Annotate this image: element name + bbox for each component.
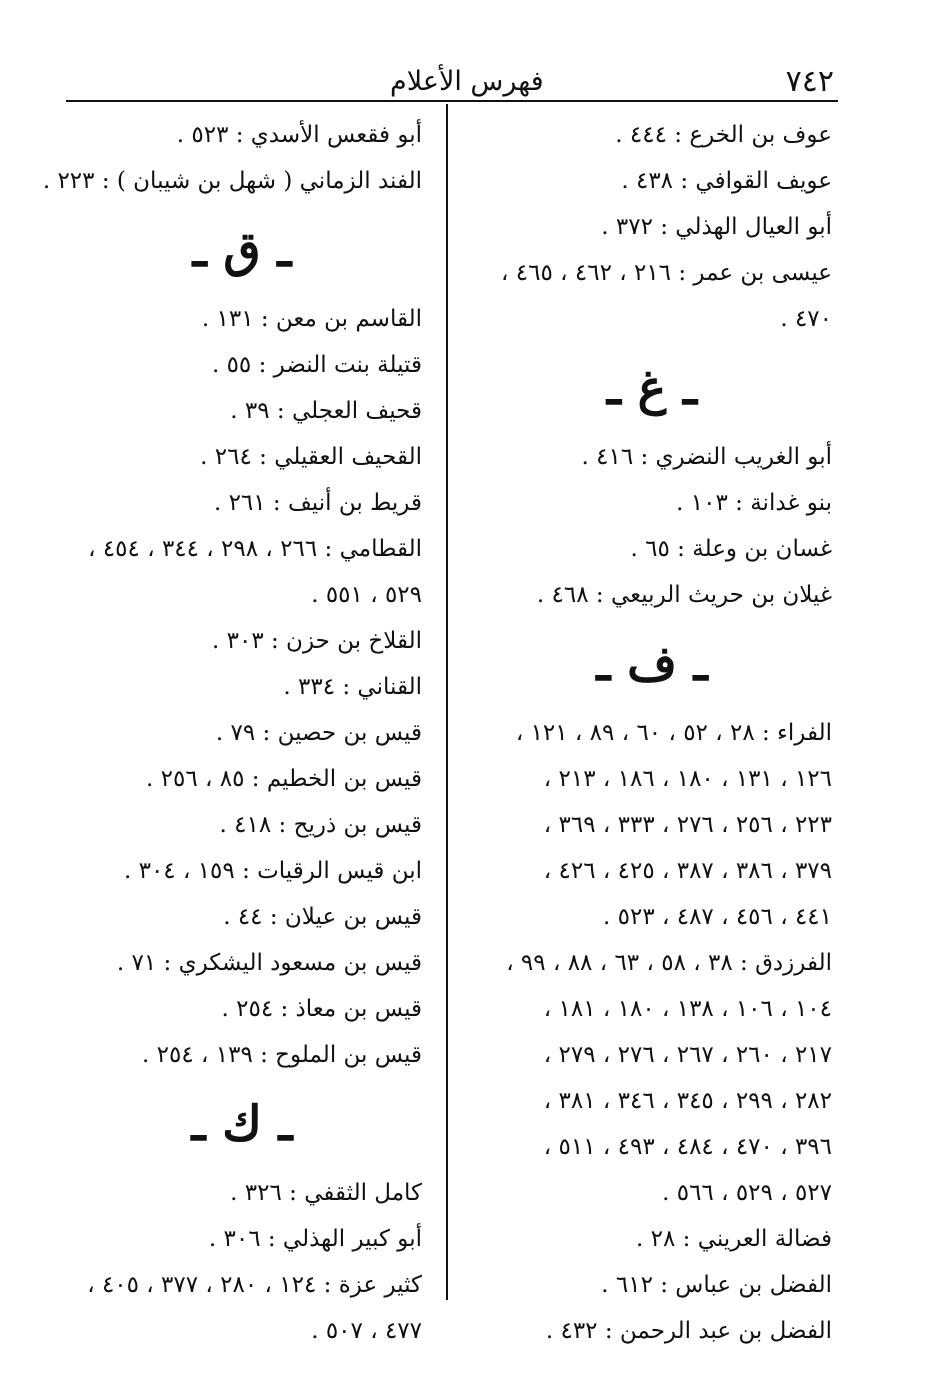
index-column-right: [472, 112, 832, 1354]
index-entry: أبو الغريب النضري : ٤١٦ .: [581, 444, 832, 470]
index-entry: قريط بن أنيف : ٢٦١ .: [213, 490, 422, 516]
index-entry-continuation: ٥٢٩ ، ٥٥١ .: [311, 582, 422, 608]
index-entry: كثير عزة : ١٢٤ ، ٢٨٠ ، ٣٧٧ ، ٤٠٥ ،: [87, 1272, 422, 1298]
letter-heading: ـ غ ـ: [606, 360, 698, 416]
index-entry: القلاخ بن حزن : ٣٠٣ .: [212, 628, 422, 654]
index-entry: فضالة العريني : ٢٨ .: [635, 1226, 832, 1252]
index-entry: الفند الزماني ( شهل بن شيبان ) : ٢٢٣ .: [42, 168, 422, 194]
index-column-left: [42, 112, 422, 1354]
running-title: فهرس الأعلام: [390, 66, 544, 97]
index-entry: أبو كبير الهذلي : ٣٠٦ .: [208, 1226, 422, 1252]
index-entry-continuation: ٢١٧ ، ٢٦٠ ، ٢٦٧ ، ٢٧٦ ، ٢٧٩ ،: [543, 1042, 832, 1068]
column-divider: [446, 104, 448, 1300]
index-entry-continuation: ٥٢٧ ، ٥٢٩ ، ٥٦٦ .: [662, 1180, 832, 1206]
index-entry: قيس بن الملوح : ١٣٩ ، ٢٥٤ .: [142, 1042, 422, 1068]
index-entry: القحيف العقيلي : ٢٦٤ .: [200, 444, 422, 470]
index-entry: عويف القوافي : ٤٣٨ .: [621, 168, 832, 194]
index-entry: قيس بن عيلان : ٤٤ .: [223, 904, 422, 930]
index-entry: عوف بن الخرع : ٤٤٤ .: [615, 122, 832, 148]
index-entry-continuation: ٤٧٧ ، ٥٠٧ .: [311, 1318, 422, 1344]
page-header: [66, 62, 838, 102]
index-entry: غسان بن وعلة : ٦٥ .: [630, 536, 832, 562]
index-entry: قيس بن الخطيم : ٨٥ ، ٢٥٦ .: [146, 766, 422, 792]
letter-heading: ـ ق ـ: [192, 222, 292, 278]
index-entry: قيس بن معاذ : ٢٥٤ .: [221, 996, 422, 1022]
index-entry: أبو العيال الهذلي : ٣٧٢ .: [601, 214, 832, 240]
index-entry: بنو غدانة : ١٠٣ .: [676, 490, 832, 516]
index-entry: قيس بن مسعود اليشكري : ٧١ .: [116, 950, 422, 976]
index-entry: الفرزدق : ٣٨ ، ٥٨ ، ٦٣ ، ٨٨ ، ٩٩ ،: [506, 950, 832, 976]
index-entry: القاسم بن معن : ١٣١ .: [201, 306, 422, 332]
index-entry: القطامي : ٢٦٦ ، ٢٩٨ ، ٣٤٤ ، ٤٥٤ ،: [88, 536, 422, 562]
index-entry: أبو فقعس الأسدي : ٥٢٣ .: [176, 122, 422, 148]
index-entry: عيسى بن عمر : ٢١٦ ، ٤٦٢ ، ٤٦٥ ،: [501, 260, 832, 286]
index-entry: الفراء : ٢٨ ، ٥٢ ، ٦٠ ، ٨٩ ، ١٢١ ،: [515, 720, 832, 746]
index-entry-continuation: ١٢٦ ، ١٣١ ، ١٨٠ ، ١٨٦ ، ٢١٣ ،: [543, 766, 832, 792]
index-entry: قيس بن ذريح : ٤١٨ .: [219, 812, 422, 838]
index-entry-continuation: ٢٨٢ ، ٢٩٩ ، ٣٤٥ ، ٣٤٦ ، ٣٨١ ،: [543, 1088, 832, 1114]
index-entry-continuation: ٢٢٣ ، ٢٥٦ ، ٢٧٦ ، ٣٣٣ ، ٣٦٩ ،: [543, 812, 832, 838]
index-entry: الفضل بن عبد الرحمن : ٤٣٢ .: [545, 1318, 832, 1344]
index-entry: القناني : ٣٣٤ .: [283, 674, 422, 700]
index-entry: قيس بن حصين : ٧٩ .: [215, 720, 422, 746]
index-entry: غيلان بن حريث الربيعي : ٤٦٨ .: [536, 582, 832, 608]
index-entry: قتيلة بنت النضر : ٥٥ .: [211, 352, 422, 378]
page-number: ٧٤٢: [785, 64, 834, 99]
index-entry-continuation: ٣٩٦ ، ٤٧٠ ، ٤٨٤ ، ٤٩٣ ، ٥١١ ،: [543, 1134, 832, 1160]
index-entry-continuation: ٤٧٠ .: [780, 306, 832, 332]
index-entry: كامل الثقفي : ٣٢٦ .: [230, 1180, 422, 1206]
index-entry: الفضل بن عباس : ٦١٢ .: [601, 1272, 832, 1298]
index-entry: قحيف العجلي : ٣٩ .: [230, 398, 422, 424]
index-entry: ابن قيس الرقيات : ١٥٩ ، ٣٠٤ .: [123, 858, 422, 884]
letter-heading: ـ ف ـ: [596, 636, 708, 692]
index-entry-continuation: ١٠٤ ، ١٠٦ ، ١٣٨ ، ١٨٠ ، ١٨١ ،: [543, 996, 832, 1022]
index-entry-continuation: ٣٧٩ ، ٣٨٦ ، ٣٨٧ ، ٤٢٥ ، ٤٢٦ ،: [543, 858, 832, 884]
letter-heading: ـ ك ـ: [191, 1096, 293, 1152]
index-entry-continuation: ٤٤١ ، ٤٥٦ ، ٤٨٧ ، ٥٢٣ .: [602, 904, 832, 930]
